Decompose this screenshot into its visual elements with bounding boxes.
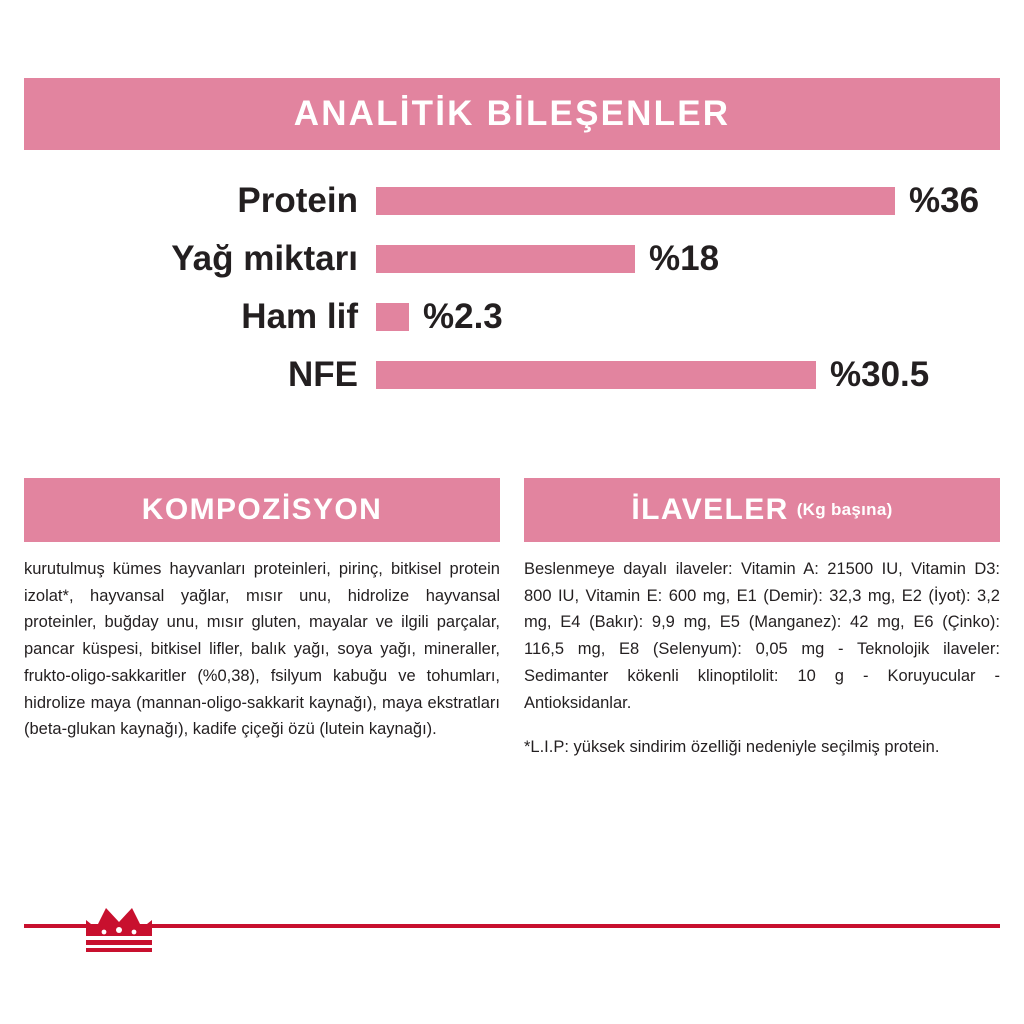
bar-track-nfe bbox=[376, 355, 1000, 395]
bar-label-nfe: NFE bbox=[288, 355, 358, 394]
bar-fill-nfe bbox=[376, 361, 816, 389]
bar-track-protein bbox=[376, 181, 1000, 221]
bar-row bbox=[24, 172, 1000, 230]
royal-canin-crown-icon bbox=[80, 890, 158, 960]
bar-fill-crude-fibre bbox=[376, 303, 409, 331]
bar-value-crude-fibre: %2.3 bbox=[423, 297, 503, 336]
bar-label-fat: Yağ miktarı bbox=[171, 239, 358, 278]
bar-row bbox=[24, 230, 1000, 288]
bar-track-crude-fibre bbox=[376, 297, 1000, 337]
composition-body bbox=[24, 556, 500, 743]
additives-heading-sub: (Kg başına) bbox=[796, 500, 893, 519]
bar-row bbox=[24, 288, 1000, 346]
additives-footnote: *L.I.P: yüksek sindirim özelliği nedeniyle seçilmiş protein. bbox=[524, 738, 940, 757]
composition-header bbox=[24, 478, 500, 542]
detail-columns bbox=[24, 478, 1000, 779]
bar-value-protein: %36 bbox=[909, 181, 980, 220]
additives-column bbox=[524, 478, 1000, 779]
page-title: ANALİTİK BİLEŞENLER bbox=[293, 94, 731, 133]
bar-track-fat bbox=[376, 239, 1000, 279]
bar-value-nfe: %30.5 bbox=[830, 355, 930, 394]
additives-text: Beslenmeye dayalı ilaveler: Vitamin A: 21500 IU, Vitamin D3: 800 IU, Vitamin E: 600 mg, E1 (Demir): 32,3 mg, E2 (İyot): 3,2 mg, E4 (Bakır): 9,9 mg, E5 (Manganez): 42 mg, E6 (Çinko): 116,5 mg, E8 (Selenyum): 0,05 mg - Teknolojik ilaveler: Sedimanter kökenli klinoptilolit: 10 g - Koruyucular - Antioksidanlar. bbox=[524, 560, 1000, 712]
additives-heading: İLAVELER bbox=[631, 493, 789, 526]
analytical-constituents-banner bbox=[24, 78, 1000, 150]
bar-fill-protein bbox=[376, 187, 895, 215]
bar-value-fat: %18 bbox=[649, 239, 720, 278]
bar-label-protein: Protein bbox=[237, 181, 358, 220]
bar-row bbox=[24, 346, 1000, 404]
composition-heading: KOMPOZİSYON bbox=[141, 493, 383, 526]
additives-body bbox=[524, 556, 1000, 761]
composition-column bbox=[24, 478, 500, 779]
additives-header bbox=[524, 478, 1000, 542]
bar-label-crude-fibre: Ham lif bbox=[241, 297, 358, 336]
brand-divider bbox=[24, 924, 1000, 928]
analytical-bar-chart bbox=[24, 172, 1000, 404]
bar-fill-fat bbox=[376, 245, 635, 273]
composition-text: kurutulmuş kümes hayvanları proteinleri, pirinç, bitkisel protein izolat*, hayvansal yağlar, mısır unu, hidrolize hayvansal proteinler, buğday unu, mısır gluten, mayalar ve ilgili parçalar, pancar küspesi, bitkisel lifler, balık yağı, soya yağı, mineraller, frukto-oligo-sakkaritler (%0,38), fsilyum kabuğu ve tohumları, hidrolize maya (mannan-oligo-sakkarit kaynağı), maya ekstratları (beta-glukan kaynağı), kadife çiçeği özü (lutein kaynağı). bbox=[24, 560, 500, 739]
